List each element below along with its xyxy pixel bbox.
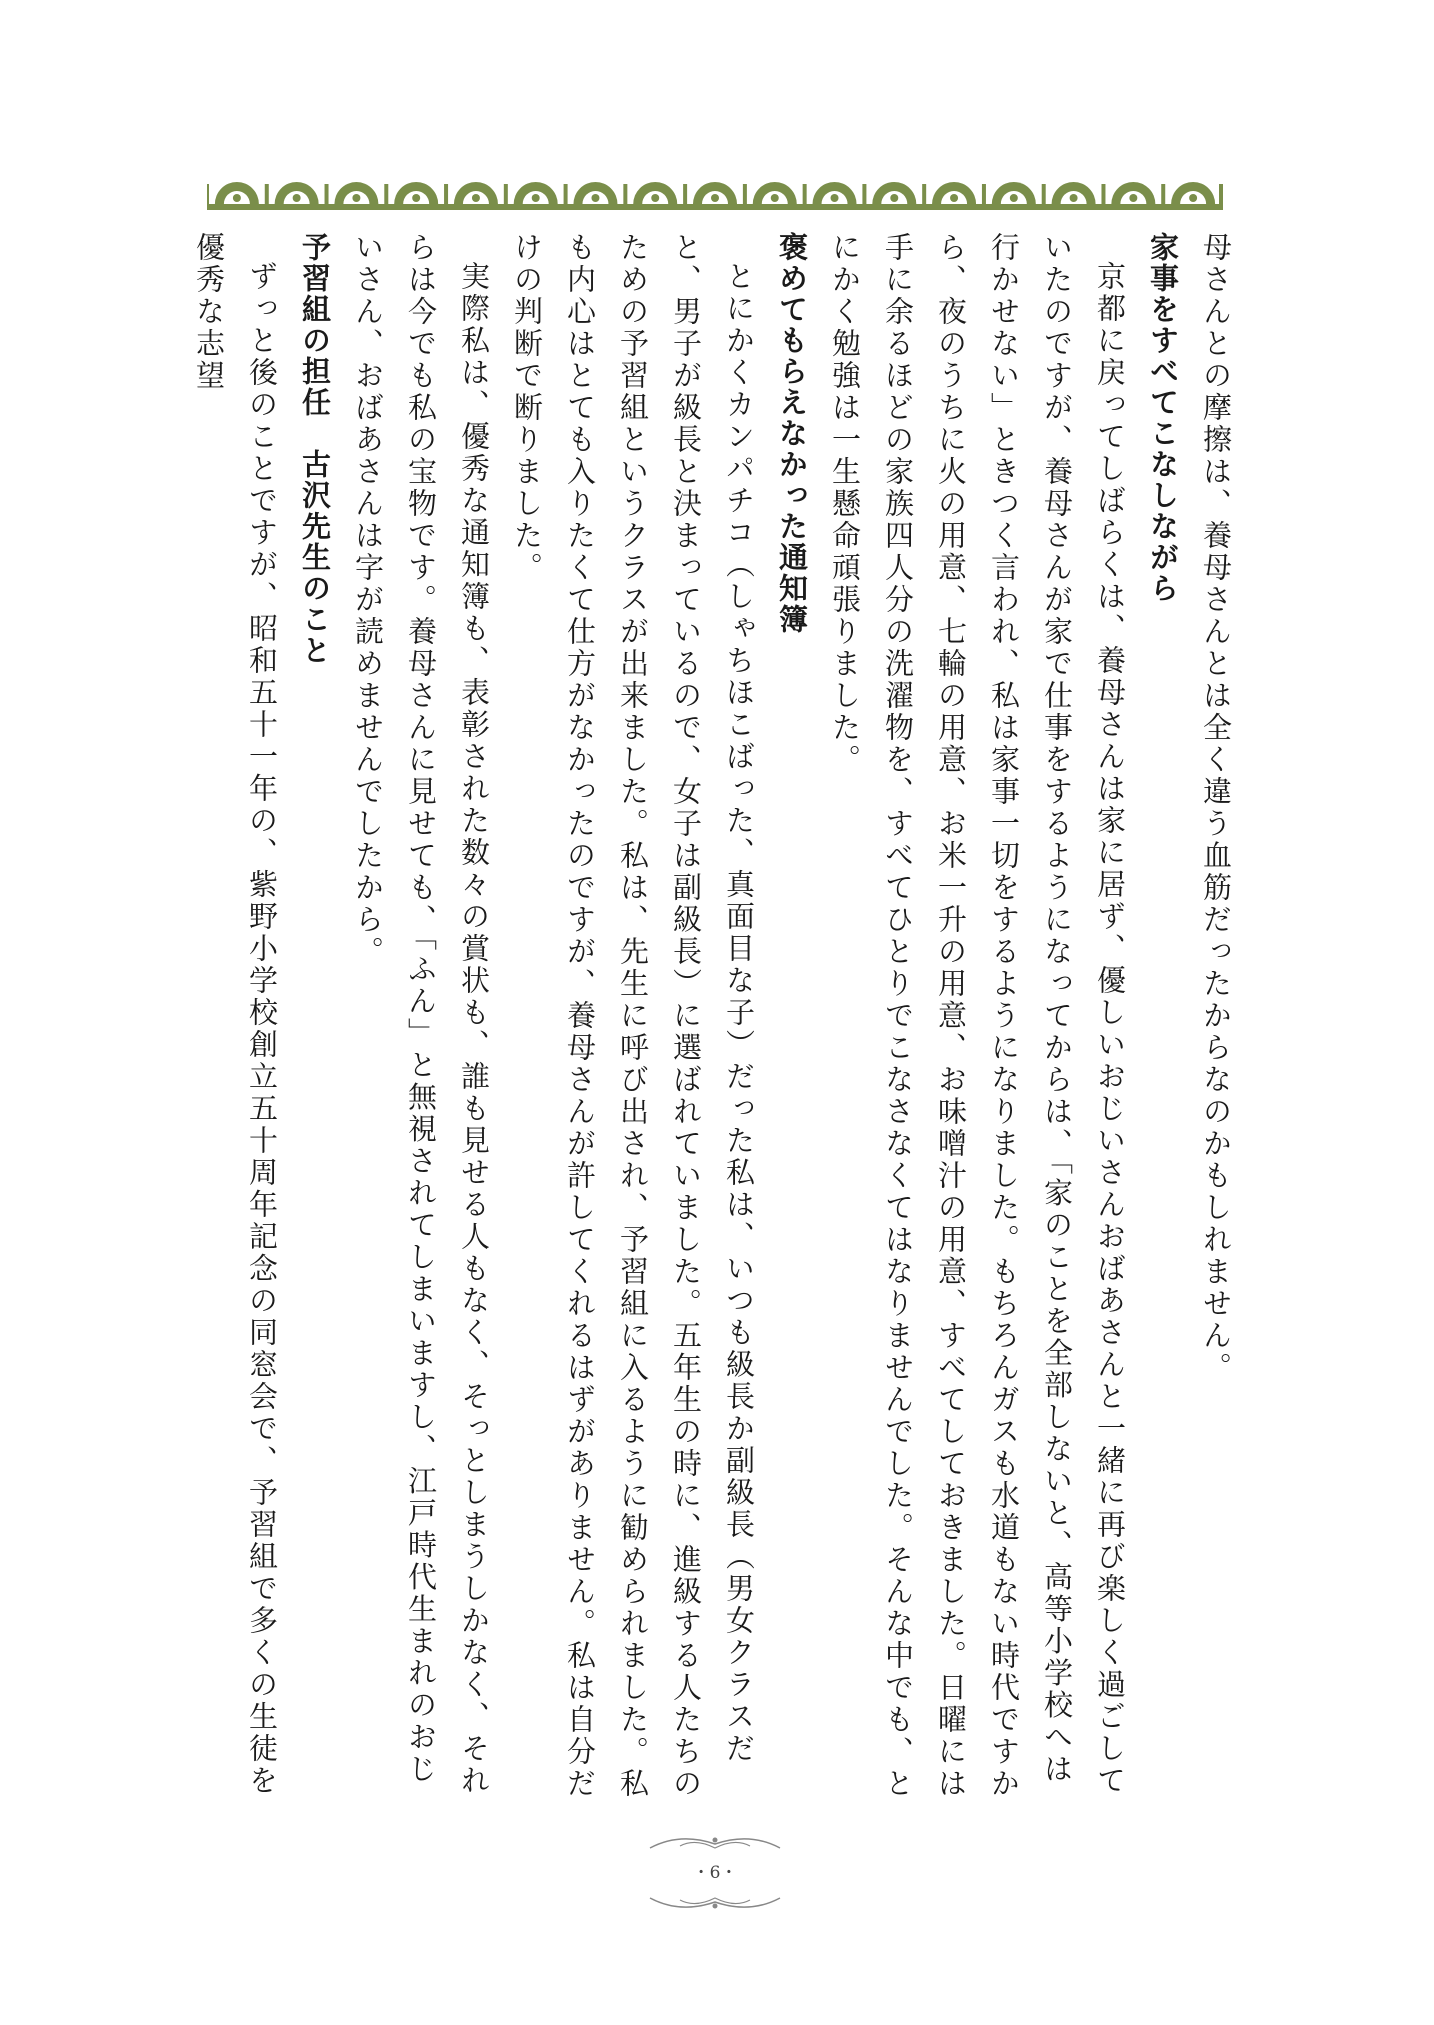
fan-leaf-motif: [325, 182, 379, 204]
fan-leaf-motif: [623, 182, 677, 204]
fan-leaf-motif: [564, 182, 618, 204]
fan-leaf-motif: [982, 182, 1036, 204]
page-number: ・6・: [692, 1863, 738, 1883]
fan-leaf-motif: [862, 182, 916, 204]
header-ornament-band: [207, 168, 1223, 212]
fan-leaf-motif: [1161, 182, 1215, 204]
body-paragraph: 京都に戻ってしばらくは、養母さんは家に居ず、優しいおじいさんおばあさんと一緒に再び楽しく過ごしていたのですが、養母さんが家で仕事をするようになってからは、「家のことを全部しないと、高等小学校へは行かせない」ときつく言われ、私は家事一切をするようになりました。もちろんガスも水道もない時代ですから、夜のうちに火の用意、七輪の用意、お米一升の用意、お味噌汁の用意、すべてしておきました。日曜には手に余るほどの家族四人分の洗濯物を、すべてひとりでこなさなくてはなりませんでした。そんな中でも、とにかく勉強は一生懸命頑張りました。: [828, 232, 1127, 1800]
section-heading: 褒めてもらえなかった通知簿: [775, 232, 809, 635]
fan-leaf-motif: [683, 182, 737, 204]
body-paragraph: ずっと後のことですが、昭和五十一年の、紫野小学校創立五十周年記念の同窓会で、予習組で多くの生徒を優秀な志望: [192, 232, 279, 1797]
fan-leaf-motif: [444, 182, 498, 204]
fan-leaf-motif: [803, 182, 857, 204]
flourish-bottom-icon: [640, 1888, 790, 1918]
fan-leaf-motif: [1101, 182, 1155, 204]
leaf-garland-ornament: [207, 168, 1223, 212]
fan-leaf-motif: [207, 182, 259, 204]
fan-leaf-motif: [743, 182, 797, 204]
body-paragraph: 母さんとの摩擦は、養母さんとは全く違う血筋だったからなのかもしれません。: [1199, 232, 1233, 1384]
fan-leaf-motif: [265, 182, 319, 204]
fan-leaf-motif: [504, 182, 558, 204]
section-heading: 予習組の担任 古沢先生のこと: [298, 232, 332, 666]
body-paragraph: とにかくカンパチコ（しゃちほこばった、真面目な子）だった私は、いつも級長か副級長（男女クラスだと、男子が級長と決まっているので、女子は副級長）に選ばれていました。五年生の時に、進級する人たちのための予習組というクラスが出来ました。私は、先生に呼び出され、予習組に入るように勧められました。私も内心はとても入りたくて仕方がなかったのですが、養母さんが許してくれるはずがありません。私は自分だけの判断で断りました。: [510, 232, 756, 1800]
fan-leaf-motif: [1042, 182, 1096, 204]
flourish-top-icon: [640, 1828, 790, 1858]
section-heading: 家事をすべてこなしながら: [1146, 232, 1180, 604]
fan-leaf-motif: [384, 182, 438, 204]
vertical-text-body: [192, 232, 1242, 1812]
fan-leaf-motif: [922, 182, 976, 204]
page-folio: [640, 1828, 790, 1918]
body-paragraph: 実際私は、優秀な通知簿も、表彰された数々の賞状も、誰も見せる人もなく、そっとしまうしかなく、それらは今でも私の宝物です。養母さんに見せても、「ふん」と無視されてしまいますし、江戸時代生まれのおじいさん、おばあさんは字が読めませんでしたから。: [351, 232, 491, 1797]
